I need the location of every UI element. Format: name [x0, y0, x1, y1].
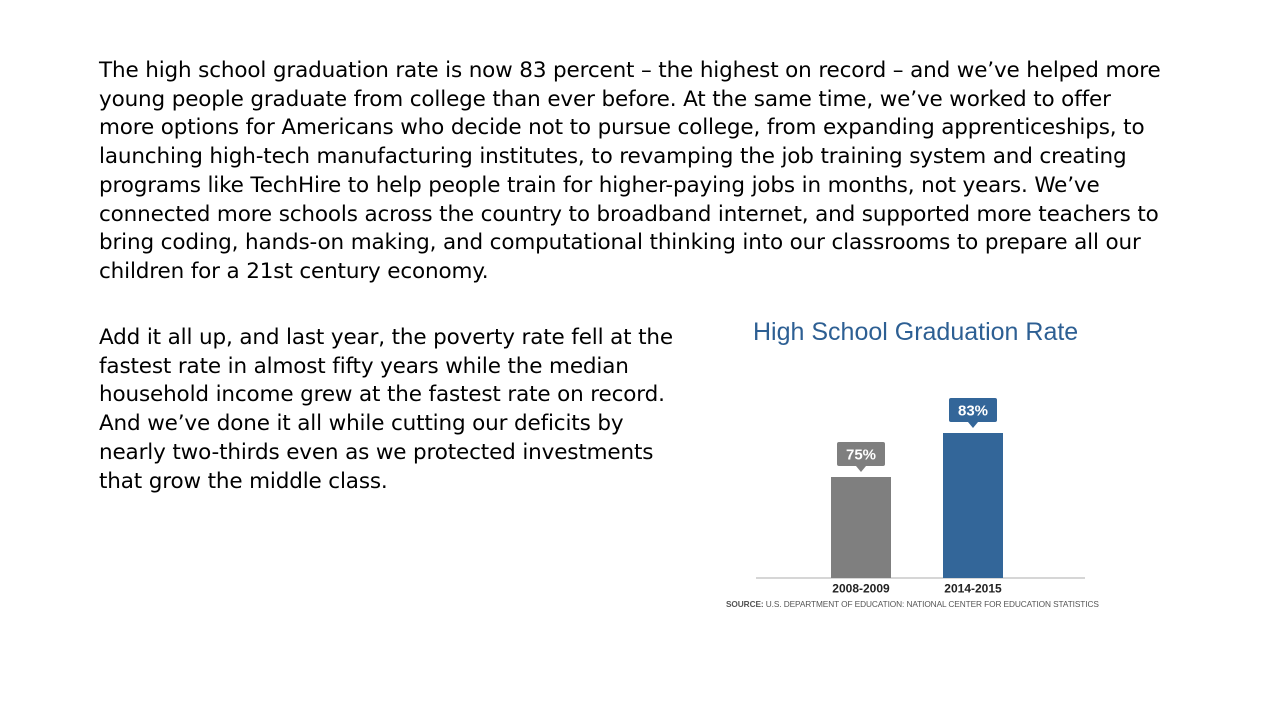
- data-label-0: 75%: [845, 446, 877, 464]
- data-label-1: 83%: [957, 402, 989, 420]
- bar-2008-2009: [831, 477, 891, 578]
- chart-source-label: SOURCE:: [726, 599, 764, 609]
- paragraph-graduation: The high school graduation rate is now 83 percent – the highest on record – and we’ve helped more young people graduate from college than ever before. At the same time, we’ve worked to offer more options for Americans who decide not to pursue college, from expanding apprenticeships, to launching high-tech manufacturing institutes, to revamping the job training system and creating programs like TechHire to help people train for higher-paying jobs in months, not years. We’ve connected more schools across the country to broadband internet, and supported more teachers to bring coding, hands-on making, and computational thinking into our classrooms to prepare all our children for a 21st century economy.: [99, 58, 1161, 284]
- bar-2014-2015: [943, 433, 1003, 578]
- x-tick-label-1: 2014-2015: [944, 581, 1002, 596]
- data-label-pointer-1: [968, 422, 978, 428]
- graduation-rate-chart: [720, 312, 1140, 612]
- chart-title: High School Graduation Rate: [753, 318, 1079, 346]
- x-tick-label-0: 2008-2009: [832, 581, 890, 596]
- chart-source: [726, 599, 1099, 609]
- chart-source-text: U.S. DEPARTMENT OF EDUCATION: NATIONAL CENTER FOR EDUCATION STATISTICS: [763, 599, 1099, 609]
- data-label-pointer-0: [856, 466, 866, 472]
- chart-plot: [720, 312, 1140, 612]
- paragraph-poverty: Add it all up, and last year, the poverty rate fell at the fastest rate in almost fifty years while the median household income grew at the fastest rate on record. And we’ve done it all while cutting our deficits by nearly two-thirds even as we protected investments that grow the middle class.: [99, 325, 673, 494]
